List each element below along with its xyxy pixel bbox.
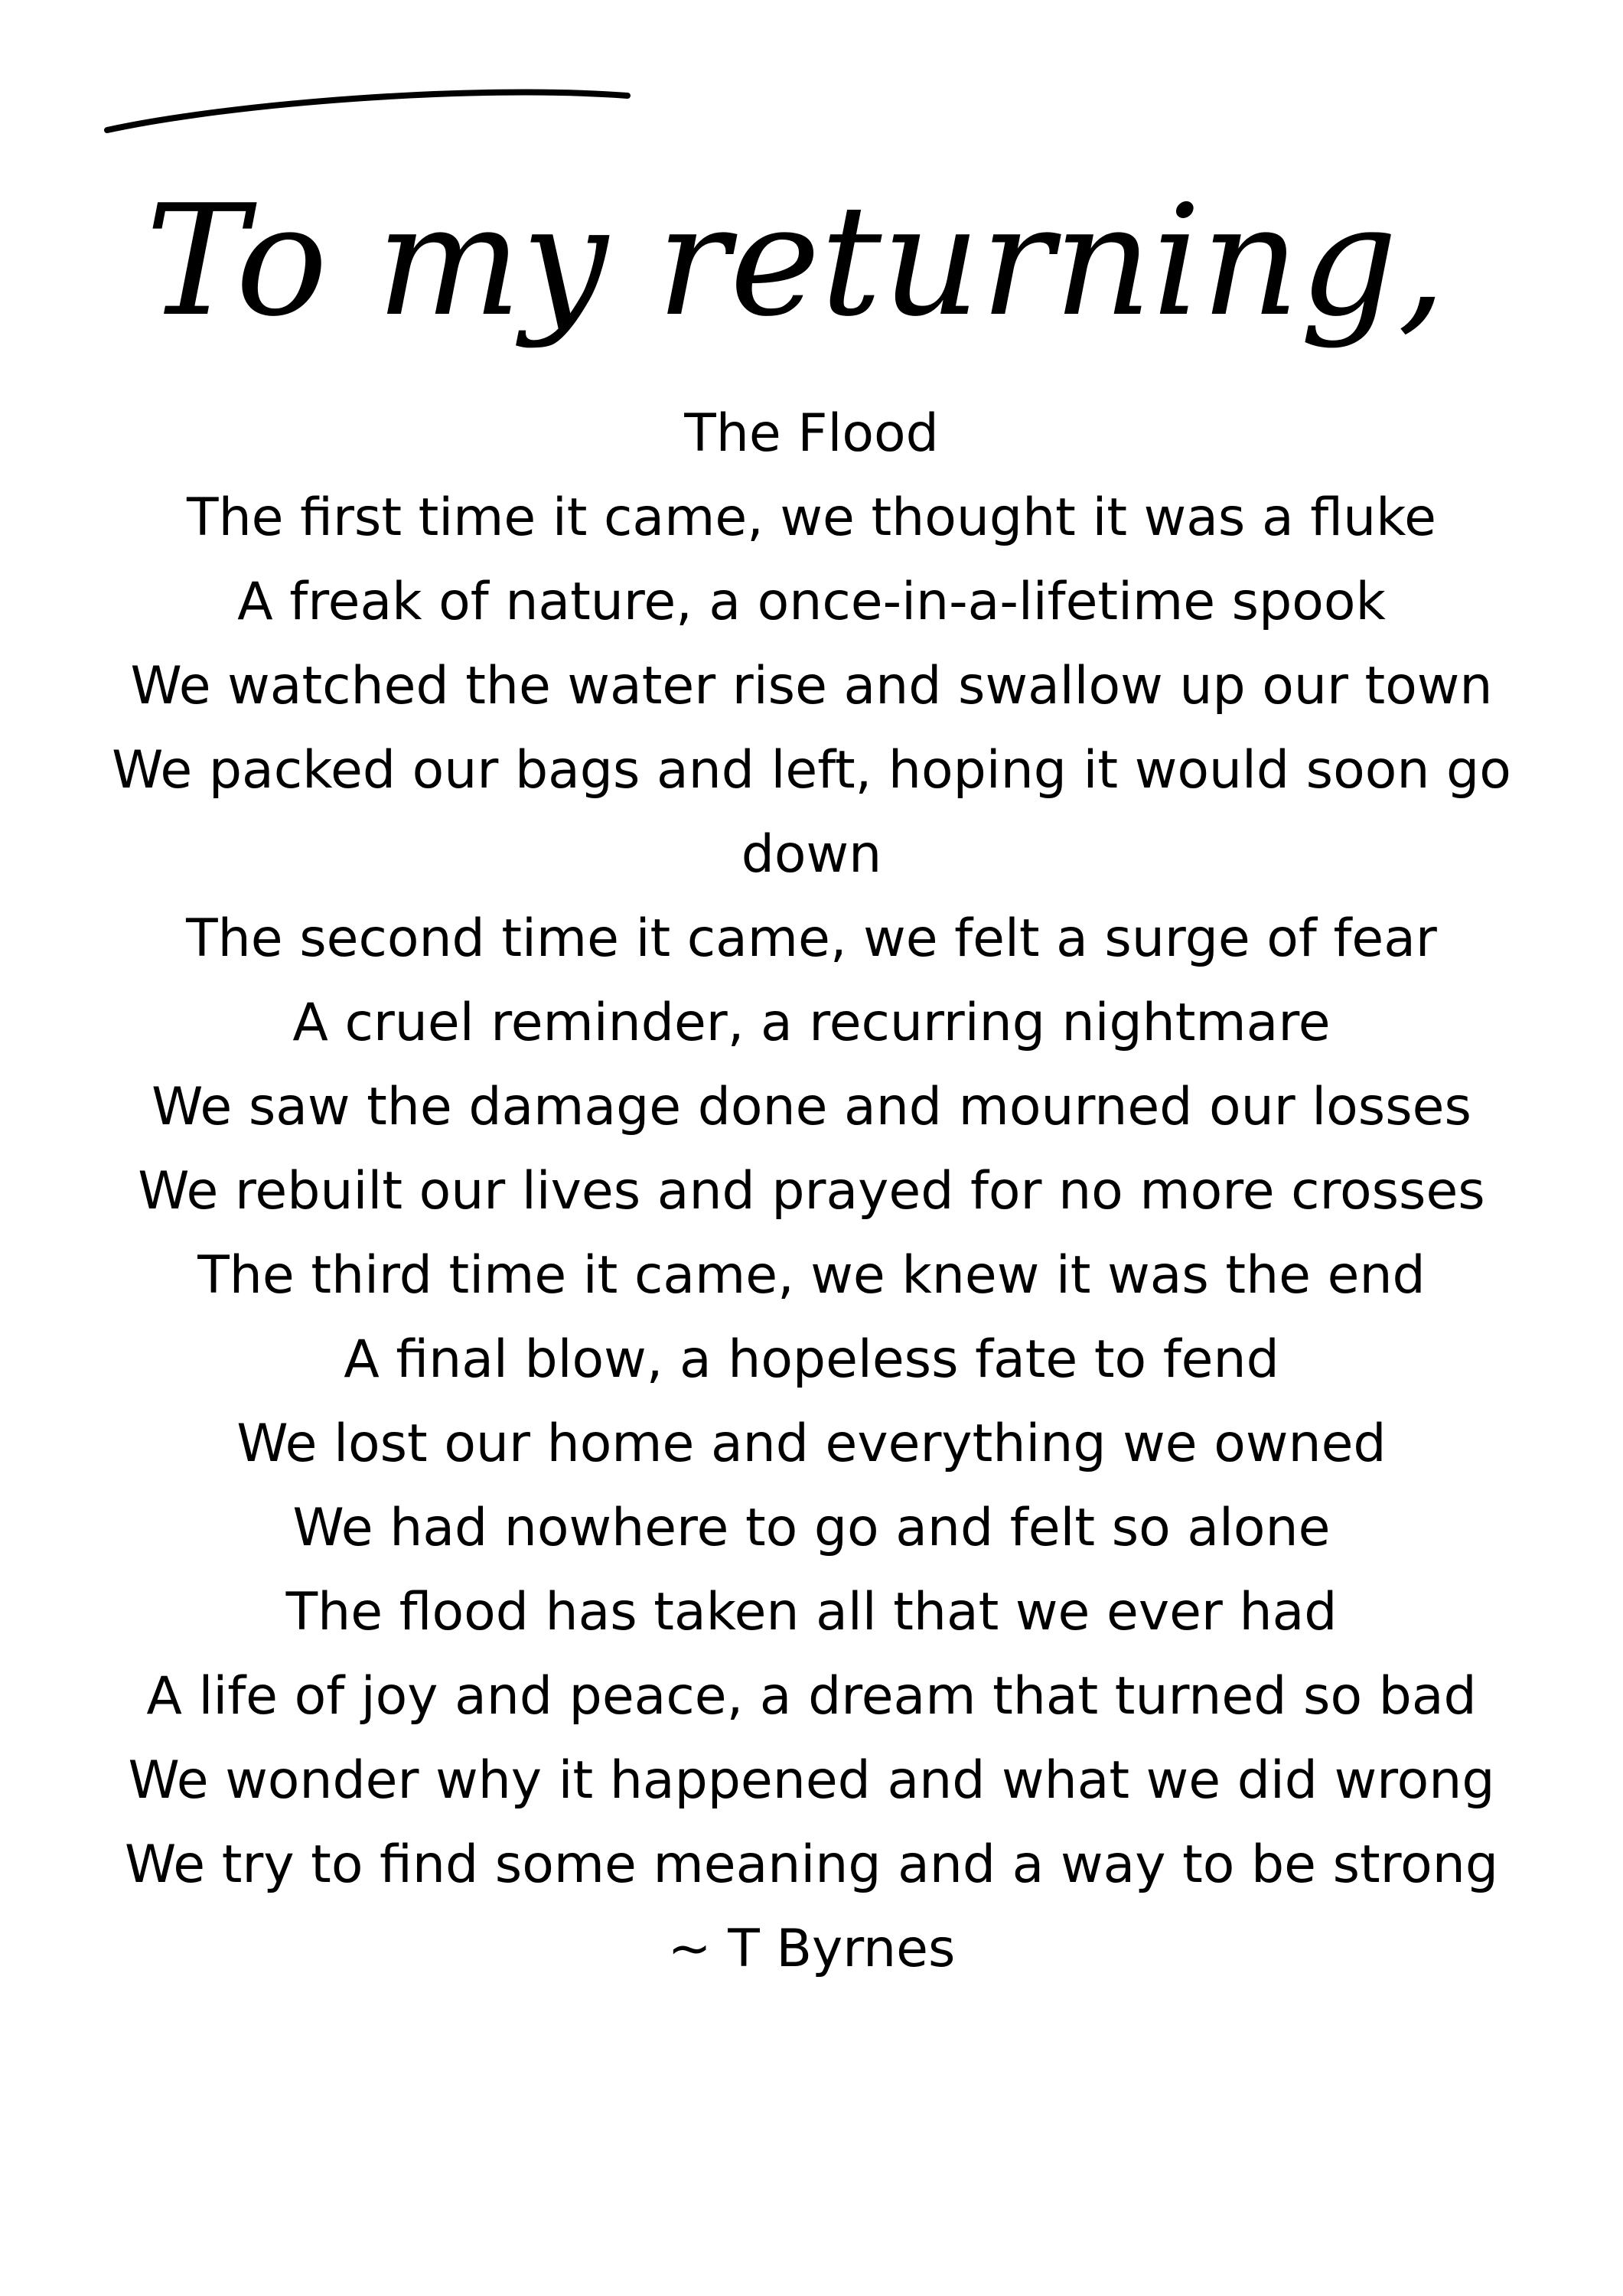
poem-signature: ~ T Byrnes: [667, 1919, 956, 1979]
poem-title: The Flood: [684, 403, 939, 464]
heading-text: To my returning,: [145, 172, 1446, 351]
poem-line: We lost our home and everything we owned: [236, 1414, 1387, 1474]
script-heading-svg: [77, 61, 1446, 413]
script-heading: [77, 61, 1446, 413]
poem-line: We wonder why it happened and what we did wrong: [128, 1750, 1495, 1811]
poem-line: We saw the damage done and mourned our losses: [152, 1077, 1471, 1137]
heading-flourish: [107, 93, 627, 130]
poem-line: We try to find some meaning and a way to be strong: [125, 1835, 1498, 1895]
poem-line: The first time it came, we thought it was a fluke: [187, 488, 1436, 548]
poem-line: We had nowhere to go and felt so alone: [292, 1498, 1331, 1558]
poem-line: We watched the water rise and swallow up our town: [130, 656, 1493, 716]
poem-line: A final blow, a hopeless fate to fend: [344, 1329, 1279, 1390]
poem: [46, 392, 1577, 1991]
poem-line: The second time it came, we felt a surge of fear: [186, 908, 1437, 969]
poem-line: The flood has taken all that we ever had: [285, 1582, 1338, 1642]
poem-line: A freak of nature, a once-in-a-lifetime spook: [237, 572, 1386, 632]
poem-line: The third time it came, we knew it was the end: [197, 1245, 1426, 1306]
poem-line: We packed our bags and left, hoping it would soon go down: [112, 740, 1511, 885]
poem-line: A life of joy and peace, a dream that turned so bad: [146, 1666, 1477, 1727]
poem-line: We rebuilt our lives and prayed for no more crosses: [138, 1161, 1485, 1221]
poem-line: A cruel reminder, a recurring nightmare: [292, 993, 1331, 1053]
